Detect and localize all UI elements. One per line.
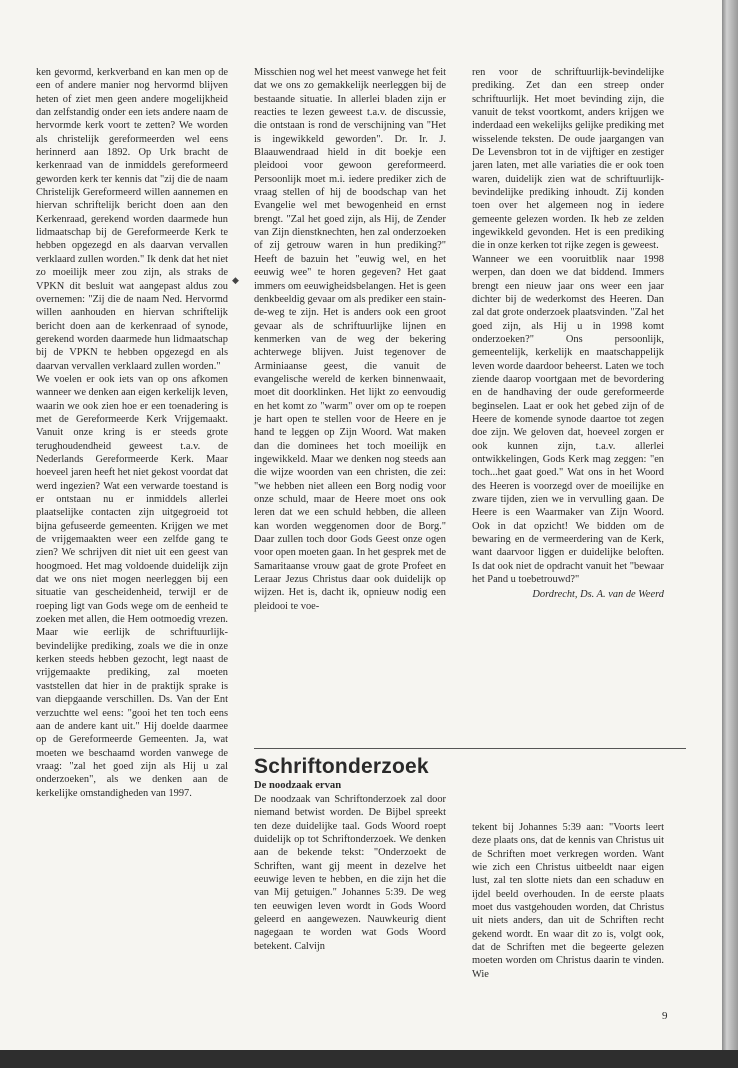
section-heading: Schriftonderzoek [254, 755, 429, 778]
paragraph: ren voor de schriftuurlijk-bevindelijke prediking. Zet dan een streep onder schriftuurlijk. Het moet bevinding zijn, die vanuit de tekst voortkomt, anders krijgen we inderdaad een wekelijks gelijke prediking met wisselende teksten. De oude jaargangen van De Levensbron tot in de vijftiger en zestiger jaren laten, met alle variaties die er ook toen waren, duidelijk zien wat de schriftuurlijk-bevindelijke prediking inhoudt. Zij konden toen over het algemeen nog in iedere gemeente gelezen worden. Ik heb ze zelden ingewikkeld gevonden. Het is een prediking die in onze kerken tot rijke zegen is geweest. [472, 67, 664, 252]
author-signature: Dordrecht, Ds. A. van de Weerd [532, 589, 664, 601]
paragraph: We voelen er ook iets van op ons afkomen wanneer we denken aan eigen kerkelijk leven, waarin we ook zien hoe er een toenadering is met de Gereformeerde Kerk Vrijgemaakt. Vanuit onze kring is er steeds grote terughoudendheid geweest t.a.v. de Nederlands Gereformeerde Kerk. Maar hoeveel jaren heeft het niet gekost voordat dat werd ingezien? Wat een verwarde toestand is er ontstaan nu er inmiddels allerlei plaatselijke contacten zijn uitgegroeid tot bijna gefuseerde gemeenten. Krijgen we met de vrijgemaakten weer een zelfde gang te zien? We schrijven dit niet uit een geest van hoogmoed. Het mag voldoende duidelijk zijn dat we ons niet mogen neerleggen bij een situatie van gescheidenheid, terwijl er de roeping ligt van Gods wege om de eenheid te zoeken met allen, die Hem ootmoedig vrezen. Maar wie eerlijk de schriftuurlijk-bevindelijke prediking, zoals we die in onze kerken steeds hebben gezocht, legt naast de vrijgemaakte prediking, zal moeten vaststellen dat hier in de praktijk sprake is van diepgaande verschillen. Ds. Van der Ent verzuchtte wel eens: "gooi het ten toch eens aan de andere kant uit." Hij doelde daarmee op de Gereformeerde Gemeenten. Ja, wat moeten we beschaamd worden vanwege de vraag: "zal het goed zijn als Hij u zal onderzoeken", als we denken aan de kerkelijke omstandigheden van 1997. [36, 373, 228, 799]
paragraph: Wanneer we een vooruitblik naar 1998 werpen, dan doen we dat biddend. Immers brengt een nieuw jaar ons weer een jaar dichter bij de wederkomst des Heeren. Dan zal dat grote onderzoek plaatsvinden. "Zal het goed zijn, als Hij u in 1998 komt onderzoeken?" Ons persoonlijk, gemeentelijk, kerkelijk en maatschappelijk leven worde daardoor beheerst. Laten we toch ziende daarop voortgaan met de bevordering en de handhaving der oude gereformeerde beginselen. Laat er ook het gebed zijn of de Heere de komende synode daartoe tot zegen doe zijn. We geloven dat, hoeveel zorgen er ook kunnen zijn, t.a.v. allerlei ontwikkelingen, Gods Kerk mag zeggen: "en toch...het gaat goed." Wat ons in het Woord des Heeren is voorzegd over de moeilijke en zware tijden, zien we in vervulling gaan. De Heere is een Waarmaker van Zijn Woord. Ook in dat opzicht! We bidden om de bewaring en de vermeerdering van de Kerk, want daarvoor liggen er duidelijke beloften. Is dat ook niet de opdracht vanuit het "bewaar het Pand u toebetrouwd?" [472, 253, 664, 586]
page-number: 9 [662, 1010, 668, 1022]
article-column-1 [36, 66, 228, 1014]
article-column-3 [472, 66, 664, 686]
scan-shadow [0, 1050, 738, 1068]
section-column-3 [472, 821, 664, 1021]
margin-mark-icon: ◆ [232, 275, 239, 285]
paragraph: ken gevormd, kerkverband en kan men op de een of andere manier nog hervormd blijven heten of ziet men geen andere mogelijkheid dan zelfstandig onder een iets andere naam de hervormde kerk voort te zetten? We worden als christelijk gereformeerden wel eens herinnerd aan 1892. Op Urk bracht de kerkenraad van de inmiddels gereformeerd geworden kerk ter kennis dat "zij die de naam Christelijk Gereformeerd willen aannemen en hiervan schriftelijk bericht doen aan den Kerkenraad, gerekend worden daarmede hun lidmaatschap bij de Gereformeerde Kerk te hebben opgezegd en als daarvan vervallen verklaard zullen worden." Ik denk dat het niet zo moeilijk meer zou zijn, als straks de VPKN dit besluit wat aangepast aldus zou overnemen: "Zij die de naam Ned. Hervormd willen aanhouden en hiervan schriftelijk bericht doen aan de kerkenraad of synode, gerekend worden daarmede hun lidmaatschap bij de VPKN te hebben opgezegd en als daarvan vervallen verklaard zullen worden." [36, 67, 228, 372]
section-divider [254, 748, 686, 749]
paragraph: Misschien nog wel het meest vanwege het feit dat we ons zo gemakkelijk neerleggen bij de bestaande situatie. In allerlei bladen zijn er reacties te lezen geweest t.a.v. de discussie, die ontstaan is rond de verschijning van "Het is ingewikkeld geworden". Dr. Ir. J. Blaauwendraad hield in dit boekje een pleidooi voor gewoon gereformeerd. Persoonlijk moet m.i. iedere prediker zich de vraag stellen of hij de boodschap van het Evangelie wel met bewogenheid en ernst brengt. "Zal het goed zijn, als Hij, de Zender van Zijn dienstknechten, hen zal onderzoeken of zij getrouw waren in hun prediking?" Heeft de bazuin het "euwig wel, en het eeuwig wee" te horen gegeven? Het gaat immers om eeuwigheidsbelangen. Het is geen denkbeeldig gevaar om als prediker een stain-de-weg te zijn. Het is anders ook een groot gevaar als de schriftuurlijke lijnen en kenmerken van de weg der bekering achterwege blijven. Juist tegenover de Arminiaanse geest, die vanuit de evangelische wereld de kerken binnenwaait, moet dit doorklinken. Het lijkt zo eenvoudig en het komt zo "warm" over om op te roepen je hart open te stellen voor de Heere en je hand te leggen op Zijn Woord. Wat maken dan die dominees het toch moeilijk en ingewikkeld. Maar we denken nog steeds aan die wijze woorden van een christen, die zei: "we hebben niet alleen een Borg nodig voor onze schuld, maar de Heere moet ons ook leren dat we een schuld hebben, die alleen kan worden weggenomen door de Borg." Daar zullen toch door Gods Geest onze ogen voor open moeten gaan. In het gesprek met de Samaritaanse vrouw gaat de grote Profeet en Leraar Jezus Christus daar ook duidelijk op wijzen. Het is, dacht ik, opnieuw nodig een pleidooi te voe- [254, 67, 446, 612]
book-edge [722, 0, 738, 1068]
article-column-2 [254, 66, 446, 686]
paragraph: tekent bij Johannes 5:39 aan: "Voorts leert deze plaats ons, dat de kennis van Christus uit de Schriften moet verkregen worden. Want wie zich een Christus uitbeeldt naar eigen lust, zal ten slotte niets dan een schaduw en ijdel beeld overhouden. In de eerste plaats moet dus vastgehouden worden, dat Christus uit niets anders, dan uit de Schriften recht gekend wordt. En waar dit zo is, volgt ook, dat de Schriften met die begeerte gelezen moeten worden om Christus daarin te vinden. Wie [472, 822, 664, 980]
paragraph: De noodzaak van Schriftonderzoek zal door niemand betwist worden. De Bijbel spreekt ten deze duidelijke taal. Gods Woord roept duidelijk op tot Schriftonderzoek. We denken aan de bekende tekst: "Onderzoekt de Schriften, want gij meent in dezelve het eeuwige leven te hebben, en die zijn het die van Mij getuigen." Johannes 5:39. De weg ten eeuwigen leven wordt in Gods Woord geleerd en aangewezen. Nauwkeurig dient nagegaan te worden wat Gods Woord betekent. Calvijn [254, 794, 446, 952]
section-column-2 [254, 793, 446, 1023]
section-subheading: De noodzaak ervan [254, 780, 342, 791]
